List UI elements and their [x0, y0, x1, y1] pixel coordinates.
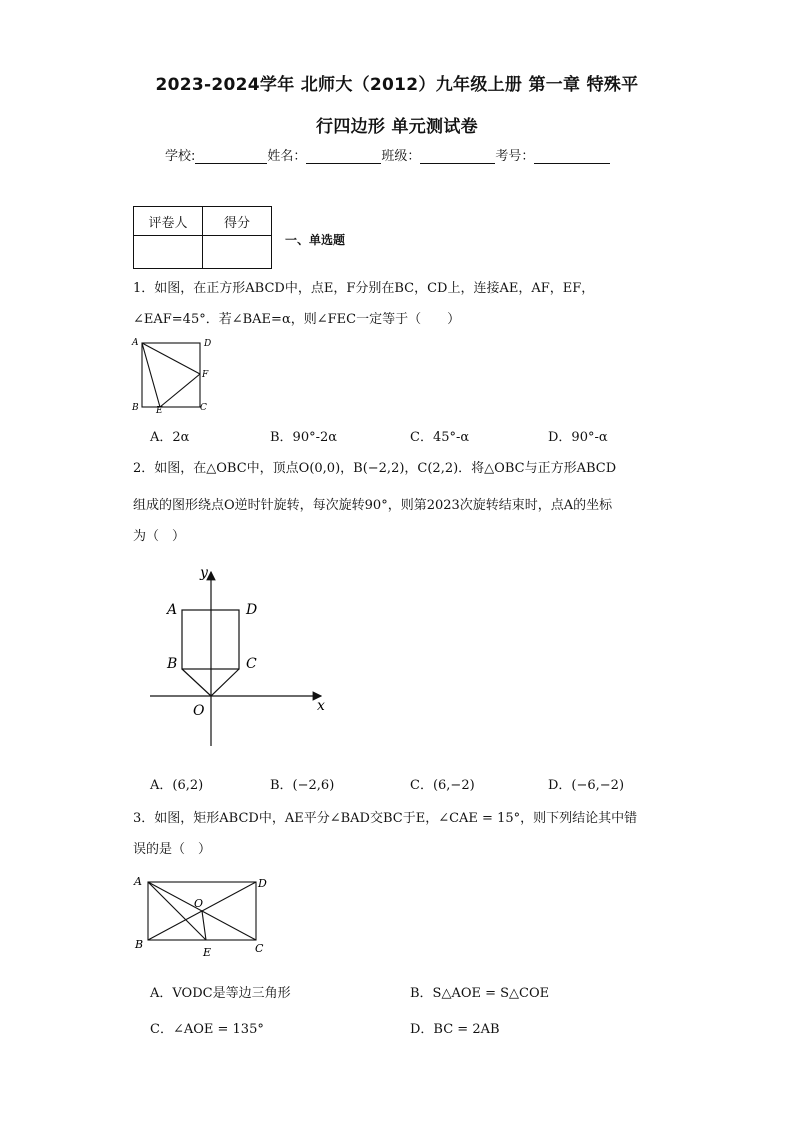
q1-label-f: F — [202, 370, 209, 380]
q3-label-o: O — [194, 897, 204, 910]
q1-segment-af — [142, 343, 200, 374]
q1-option-d[interactable]: D．90°-α — [548, 430, 608, 445]
q1-segment-ef — [160, 374, 200, 407]
class-field[interactable] — [420, 149, 495, 164]
q3-label-b: B — [135, 938, 144, 951]
q2-label-d: D — [246, 602, 258, 618]
q3-option-b[interactable]: B．S△AOE = S△COE — [410, 986, 550, 1001]
q3-label-d: D — [258, 877, 267, 890]
q3-segment-oe — [202, 911, 206, 940]
score-table — [133, 206, 272, 269]
name-label: 姓名： — [267, 149, 307, 164]
school-label: 学校: — [165, 149, 196, 164]
q1-option-c[interactable]: C．45°-α — [410, 430, 470, 445]
q2-option-a[interactable]: A．(6,2) — [150, 778, 204, 793]
reviewer-header: 评卷人 — [134, 207, 203, 236]
q3-label-e: E — [203, 946, 212, 959]
reviewer-cell[interactable] — [134, 236, 203, 269]
title-line-1: 2023-2024学年 北师大（2012）九年级上册 第一章 特殊平 — [155, 75, 639, 95]
q3-option-d[interactable]: D．BC = 2AB — [410, 1022, 500, 1037]
q1-label-b: B — [132, 403, 139, 413]
number-label: 考号： — [495, 149, 535, 164]
q1-text-line-2: ∠EAF=45°．若∠BAE=α，则∠FEC一定等于（ ） — [133, 312, 461, 327]
q3-segment-ae — [148, 882, 206, 940]
score-cell[interactable] — [203, 236, 272, 269]
q3-option-a[interactable]: A．VODC是等边三角形 — [150, 986, 291, 1001]
q2-label-x: x — [317, 698, 325, 714]
q3-text-line-1: 3．如图，矩形ABCD中，AE平分∠BAD交BC于E，∠CAE = 15°，则下列结论其中错 — [133, 811, 638, 826]
class-label: 班级： — [381, 149, 421, 164]
title-line-2: 行四边形 单元测试卷 — [316, 117, 478, 137]
q2-option-b[interactable]: B．(−2,6) — [270, 778, 335, 793]
q2-option-c[interactable]: C．(6,−2) — [410, 778, 475, 793]
q2-label-o: O — [193, 703, 205, 719]
q1-label-d: D — [204, 339, 212, 349]
q3-rectangle-figure — [130, 870, 275, 960]
q1-option-a[interactable]: A．2α — [150, 430, 190, 445]
q3-text-line-2: 误的是（ ） — [133, 842, 212, 857]
section-heading: 一、单选题 — [285, 233, 346, 247]
q2-label-b: B — [167, 656, 178, 672]
q1-label-e: E — [156, 406, 163, 416]
q2-label-y: y — [200, 565, 208, 581]
q1-square-figure — [128, 334, 218, 416]
name-field[interactable] — [306, 149, 381, 164]
q3-label-c: C — [255, 942, 264, 955]
q2-text-line-3: 为（ ） — [133, 529, 186, 544]
q3-label-a: A — [134, 875, 142, 888]
school-field[interactable] — [195, 149, 267, 164]
q2-text-line-2: 组成的图形绕点O逆时针旋转，每次旋转90°，则第2023次旋转结束时，点A的坐标 — [133, 498, 613, 513]
q1-text-line-1: 1．如图，在正方形ABCD中，点E，F分别在BC，CD上，连接AE，AF，EF， — [133, 281, 595, 296]
score-header: 得分 — [203, 207, 272, 236]
q1-segment-ae — [142, 343, 160, 407]
q2-label-c: C — [246, 656, 257, 672]
q2-text-line-1: 2．如图，在△OBC中，顶点O(0,0)，B(−2,2)，C(2,2)．将△OBC与正方形ABCD — [133, 461, 617, 476]
q2-option-d[interactable]: D．(−6,−2) — [548, 778, 625, 793]
q2-label-a: A — [167, 602, 178, 618]
q1-label-c: C — [200, 403, 207, 413]
q1-label-a: A — [132, 338, 139, 348]
number-field[interactable] — [534, 149, 610, 164]
q3-option-c[interactable]: C．∠AOE = 135° — [150, 1022, 264, 1037]
student-info-row — [165, 145, 610, 164]
q2-coordinate-figure — [145, 560, 345, 750]
q1-option-b[interactable]: B．90°-2α — [270, 430, 338, 445]
